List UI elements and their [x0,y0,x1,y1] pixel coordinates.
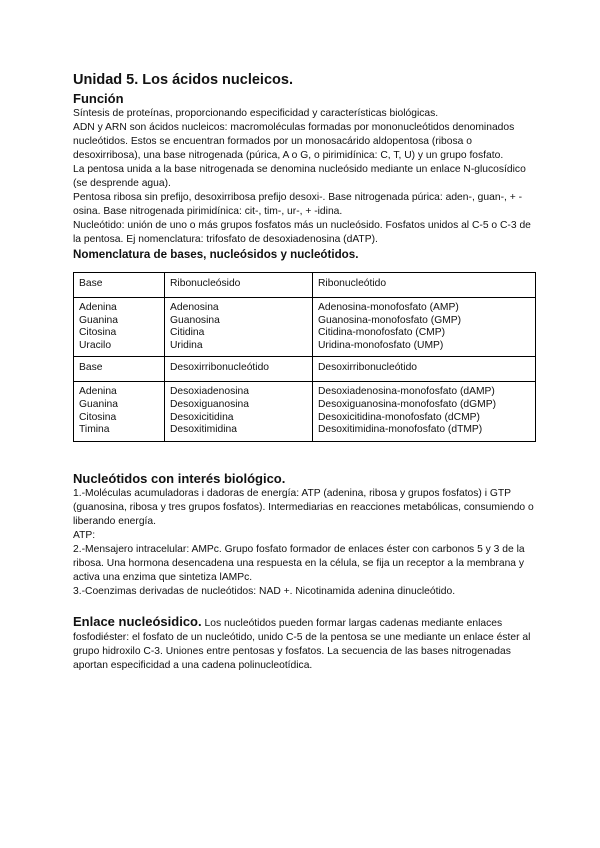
base-name: Guanina [79,398,118,410]
header-cell: Desoxirribonucleótido [313,357,536,382]
interes-paragraph-2: ATP: [73,529,96,541]
document-page [73,70,535,673]
nucleotide-name: Desoxicitidina-monofosfato (dCMP) [318,411,480,423]
base-name: Adenina [79,386,117,398]
base-name: Citosina [79,411,117,423]
header-cell: Base [74,273,165,298]
nucleotide-name: Uridina-monofosfato (UMP) [318,339,444,351]
unit-title: Unidad 5. Los ácidos nucleicos. [73,72,293,88]
base-name: Guanina [79,314,118,326]
funcion-paragraph-3: La pentosa unida a la base nitrogenada se denomina nucleósido mediante un enlace N-glucosídico (se desprende agua). [73,164,526,189]
interes-paragraph-4: 3.-Coenzimas derivadas de nucleótidos: NAD +. Nicotinamida adenina dinucleótido. [73,585,456,597]
ribo-nucleotides-cell [313,298,536,357]
enlace-paragraph [73,615,535,673]
enlace-text: Los nucleótidos pueden formar largas cadenas mediante enlaces fosfodiéster: el fosfato de un nucleótido, unido C-5 de la pentosa se une mediante un enlace éster al grupo hidroxilo C-3. Uniones entre pentosas y fosfatos. La secuencia de las bases nitrogenadas aportan especificidad a una cadena polinucleotídica. [73,617,531,671]
nucleoside-name: Guanosina [170,314,220,326]
nucleotide-name: Guanosina-monofosfato (GMP) [318,314,462,326]
nucleoside-name: Uridina [170,339,203,351]
base-name: Timina [79,424,110,436]
nucleoside-name: Adenosina [170,302,219,313]
funcion-paragraph-1: Síntesis de proteínas, proporcionando especificidad y características biológicas. [73,108,439,119]
base-name: Uracilo [79,339,112,351]
nucleotide-name: Desoxiguanosina-monofosfato (dGMP) [318,398,496,410]
nomenclatura-table [73,272,536,442]
funcion-paragraph-5: Nucleótido: unión de uno o más grupos fosfatos más un nucleósido. Fosfatos unidos al C-5 o C-3 de la pentosa. Ej nomenclatura: trifosfato de desoxiadenosina (dATP). [73,220,531,245]
base-name: Citosina [79,327,117,339]
nucleotide-name: Desoxiadenosina-monofosfato (dAMP) [318,386,495,398]
nucleoside-name: Desoxiadenosina [170,386,249,398]
desoxi-nucleotides-cell [313,382,536,441]
nomenclatura-heading: Nomenclatura de bases, nucleósidos y nucleótidos. [73,248,359,261]
header-cell: Desoxirribonucleótido [165,357,313,382]
interes-heading: Nucleótidos con interés biológico. [73,470,286,486]
nucleoside-name: Desoxicitidina [170,411,234,423]
interes-paragraph-3: 2.-Mensajero intracelular: AMPc. Grupo fosfato formador de enlaces éster con carbonos 5 y 3 de la ribosa. Una hormona desencadena una respuesta en la célula, se fija un receptor a la membrana y activa una enzima que sintetiza lAMPc. [73,543,525,583]
header-cell: Ribonucleósido [165,273,313,298]
ribo-bases-cell [74,298,165,357]
ribo-nucleosides-cell [165,298,313,357]
nucleoside-name: Citidina [170,327,205,339]
funcion-paragraph-2: ADN y ARN son ácidos nucleicos: macromoléculas formadas por mononucleótidos denominados nucleótidos. Estos se encuentran formados por un monosacárido aldopentosa (ribosa o desoxirribosa), una base nitrogenada (púrica, A o G, o pirimidínica: C, T, U) y un grupo fosfato. [73,122,515,161]
desoxi-bases-cell [74,382,165,441]
nucleotide-name: Desoxitimidina-monofosfato (dTMP) [318,424,483,436]
desoxi-header-row [74,357,536,382]
header-cell: Base [74,357,165,382]
base-name: Adenina [79,302,117,313]
nucleoside-name: Desoxiguanosina [170,398,249,410]
header-cell: Ribonucleótido [313,273,536,298]
funcion-paragraph-4: Pentosa ribosa sin prefijo, desoxirribosa prefijo desoxi-. Base nitrogenada púrica: aden-, guan-, + -osina. Base nitrogenada pirimidínica: cit-, tim-, ur-, + -idina. [73,192,523,217]
nucleotide-name: Adenosina-monofosfato (AMP) [318,302,459,313]
nucleotide-name: Citidina-monofosfato (CMP) [318,327,446,339]
nucleoside-name: Desoxitimidina [170,424,237,436]
enlace-heading: Enlace nucleósidico. [73,613,202,629]
ribo-body-row [74,298,536,357]
ribo-header-row [74,273,536,298]
interes-paragraph-1: 1.-Moléculas acumuladoras i dadoras de energía: ATP (adenina, ribosa y grupos fosfatos) i GTP (guanosina, ribosa y tres grupos fosfatos). Intermediarias en reacciones metabólicas, consumiendo o liberando energía. [73,487,534,527]
desoxi-nucleosides-cell [165,382,313,441]
desoxi-body-row [74,382,536,441]
funcion-heading: Función [73,91,124,106]
